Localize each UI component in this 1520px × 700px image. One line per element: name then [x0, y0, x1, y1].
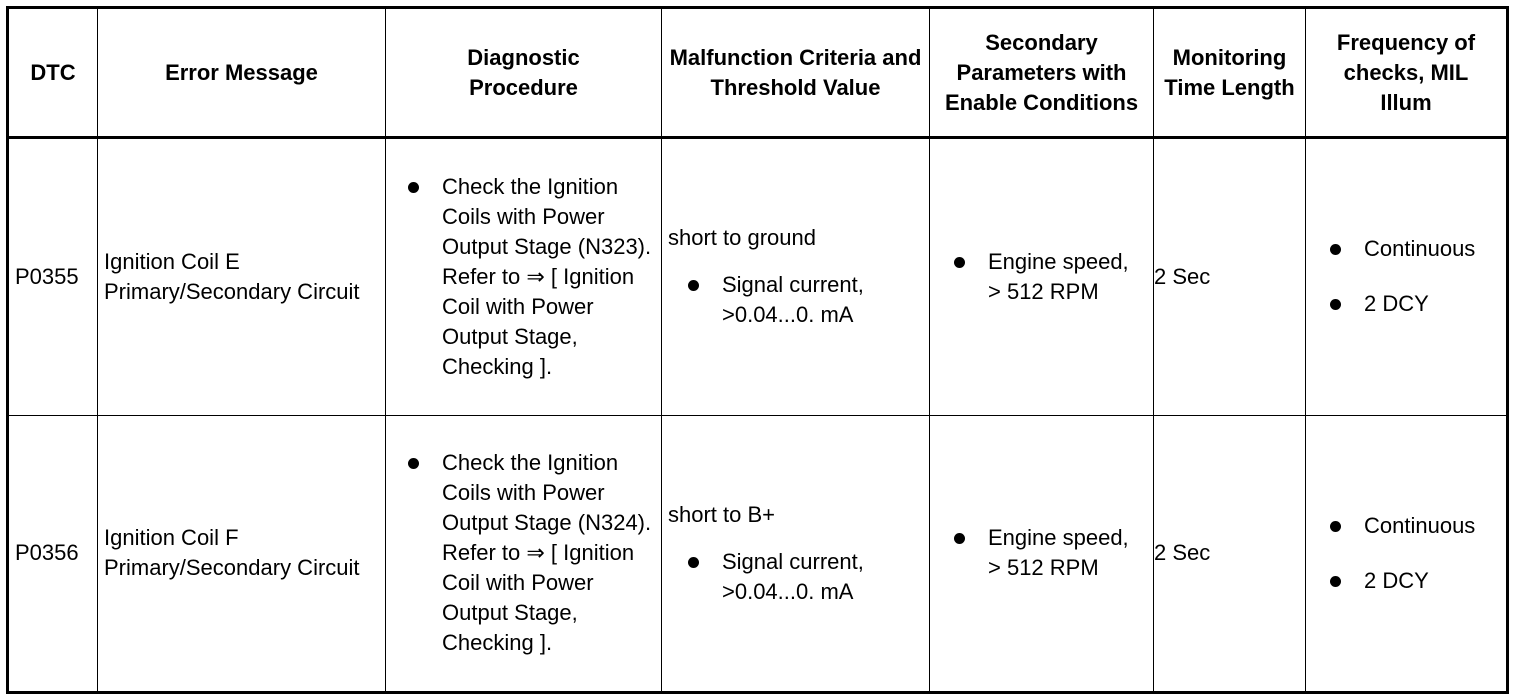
- secondary-parameters: [930, 138, 1154, 416]
- procedure-item: [404, 448, 655, 658]
- frequency-check-item: [1326, 511, 1506, 541]
- header-frequency: Frequency of checks, MIL Illum: [1306, 8, 1508, 138]
- secondary-parameters: [930, 415, 1154, 693]
- secondary-item: [950, 523, 1147, 583]
- header-monitoring-time: Monitoring Time Length: [1154, 8, 1306, 138]
- procedure-item: [404, 172, 655, 382]
- dtc-code: P0355: [8, 138, 98, 416]
- bullet-icon: [408, 458, 419, 469]
- frequency: [1306, 415, 1508, 693]
- bullet-icon: [1330, 576, 1341, 587]
- malfunction-criteria: [662, 415, 930, 693]
- bullet-icon: [688, 557, 699, 568]
- bullet-icon: [954, 533, 965, 544]
- secondary-text: Engine speed, > 512 RPM: [988, 525, 1129, 581]
- criteria-heading: short to B+: [668, 501, 776, 527]
- criteria-text: Signal current, >0.04...0. mA: [722, 272, 864, 328]
- criteria-heading: short to ground: [668, 225, 816, 251]
- frequency-mil-text: 2 DCY: [1364, 291, 1429, 317]
- procedure-text: Check the Ignition Coils with Power Output Stage (N323). Refer to ⇒ [ Ignition Coil with Power Output Stage, Checking ].: [442, 173, 652, 379]
- malfunction-criteria: [662, 138, 930, 416]
- secondary-text: Engine speed, > 512 RPM: [988, 248, 1129, 304]
- bullet-icon: [688, 280, 699, 291]
- table-row: [8, 138, 1508, 416]
- header-secondary-parameters: Secondary Parameters with Enable Conditions: [930, 8, 1154, 138]
- header-dtc: DTC: [8, 8, 98, 138]
- frequency: [1306, 138, 1508, 416]
- bullet-icon: [1330, 244, 1341, 255]
- dtc-code: P0356: [8, 415, 98, 693]
- header-row: [8, 8, 1508, 138]
- criteria-item: [684, 270, 923, 330]
- frequency-check-text: Continuous: [1364, 236, 1476, 262]
- frequency-check-item: [1326, 234, 1506, 264]
- header-error-message: Error Message: [98, 8, 386, 138]
- bullet-icon: [1330, 299, 1341, 310]
- bullet-icon: [1330, 521, 1341, 532]
- bullet-icon: [408, 182, 419, 193]
- secondary-item: [950, 247, 1147, 307]
- bullet-icon: [954, 257, 965, 268]
- error-message: Ignition Coil E Primary/Secondary Circuit: [98, 138, 386, 416]
- table-row: [8, 415, 1508, 693]
- frequency-check-text: Continuous: [1364, 512, 1476, 538]
- diagnostic-procedure: [386, 415, 662, 693]
- frequency-mil-item: [1326, 566, 1506, 596]
- criteria-item: [684, 547, 923, 607]
- diagnostic-procedure: [386, 138, 662, 416]
- header-malfunction-criteria: Malfunction Criteria and Threshold Value: [662, 8, 930, 138]
- header-diagnostic-procedure: Diagnostic Procedure: [386, 8, 662, 138]
- frequency-mil-item: [1326, 289, 1506, 319]
- monitoring-time: 2 Sec: [1154, 138, 1306, 416]
- frequency-mil-text: 2 DCY: [1364, 567, 1429, 593]
- dtc-table: [6, 6, 1509, 694]
- criteria-text: Signal current, >0.04...0. mA: [722, 548, 864, 604]
- monitoring-time: 2 Sec: [1154, 415, 1306, 693]
- error-message: Ignition Coil F Primary/Secondary Circuit: [98, 415, 386, 693]
- procedure-text: Check the Ignition Coils with Power Output Stage (N324). Refer to ⇒ [ Ignition Coil with Power Output Stage, Checking ].: [442, 450, 652, 656]
